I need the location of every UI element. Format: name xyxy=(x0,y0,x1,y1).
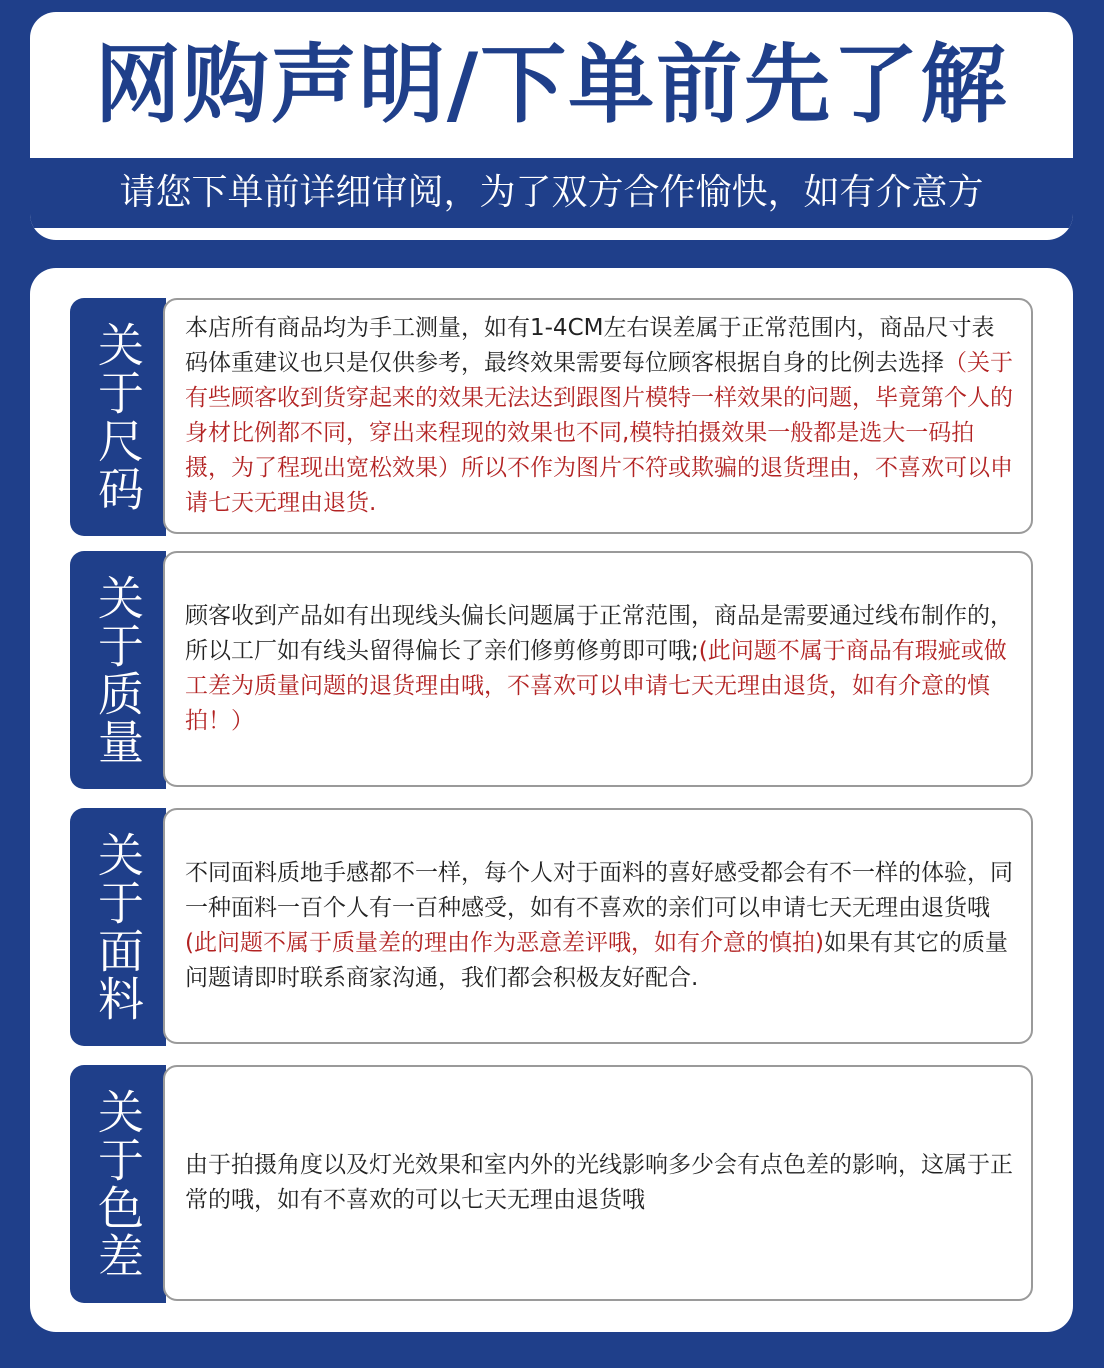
section-label-tab xyxy=(70,1065,166,1303)
section-text-normal: 不同面料质地手感都不一样，每个人对于面料的喜好感受都会有不一样的体验，同一种面料一百个人有一百种感受，如有不喜欢的亲们可以申请七天无理由退货哦 xyxy=(185,860,1013,921)
section-label-tab xyxy=(70,298,166,536)
section-fabric xyxy=(70,808,1035,1046)
subtitle-band xyxy=(30,158,1073,228)
section-label: 关于质量 xyxy=(91,574,145,766)
section-label: 关于尺码 xyxy=(91,321,145,513)
section-text-warning: (此问题不属于质量差的理由作为恶意差评哦，如有介意的慎拍) xyxy=(185,930,824,956)
section-text-normal: 顾客收到产品如有出现线头偏长问题属于正常范围，商品是需要通过线布制作的，所以工厂如有线头留得偏长了亲们修剪修剪即可哦; xyxy=(185,603,1013,664)
section-text-warning: （关于有些顾客收到货穿起来的效果无法达到跟图片模特一样效果的问题，毕竟第个人的身材比例都不同，穿出来程现的效果也不同,模特拍摄效果一般都是选大一码拍摄，为了程现出宽松效果）所以不作为图片不符或欺骗的退货理由，不喜欢可以申请七天无理由退货. xyxy=(185,350,1013,516)
section-text-normal: 由于拍摄角度以及灯光效果和室内外的光线影响多少会有点色差的影响，这属于正常的哦，如有不喜欢的可以七天无理由退货哦 xyxy=(185,1152,1013,1213)
section-label: 关于面料 xyxy=(91,831,145,1023)
section-content-box xyxy=(163,1065,1033,1301)
section-text-after: 如果有其它的质量问题请即时联系商家沟通，我们都会积极友好配合. xyxy=(185,930,1008,991)
section-size xyxy=(70,298,1035,536)
section-content-box xyxy=(163,808,1033,1044)
notice-card xyxy=(30,268,1073,1332)
section-content-box xyxy=(163,551,1033,787)
header-card xyxy=(30,12,1073,240)
section-text xyxy=(185,856,1013,996)
section-label-tab xyxy=(70,808,166,1046)
section-content-box xyxy=(163,298,1033,534)
section-text-normal: 本店所有商品均为手工测量，如有1-4CM左右误差属于正常范围内，商品尺寸表码体重建议也只是仅供参考，最终效果需要每位顾客根据自身的比例去选择 xyxy=(185,315,995,376)
section-quality xyxy=(70,551,1035,789)
section-text-warning: (此问题不属于商品有瑕疵或做工差为质量问题的退货理由哦，不喜欢可以申请七天无理由退货，如有介意的慎拍！） xyxy=(185,638,1007,734)
section-label-tab xyxy=(70,551,166,789)
page-title: 网购声明/下单前先了解 xyxy=(94,35,1009,135)
section-color-difference xyxy=(70,1065,1035,1303)
section-text xyxy=(185,311,1013,521)
page-subtitle: 请您下单前详细审阅，为了双方合作愉快，如有介意方 xyxy=(119,172,984,213)
section-text xyxy=(185,1148,1013,1218)
section-label: 关于色差 xyxy=(91,1088,145,1280)
section-text xyxy=(185,599,1013,739)
